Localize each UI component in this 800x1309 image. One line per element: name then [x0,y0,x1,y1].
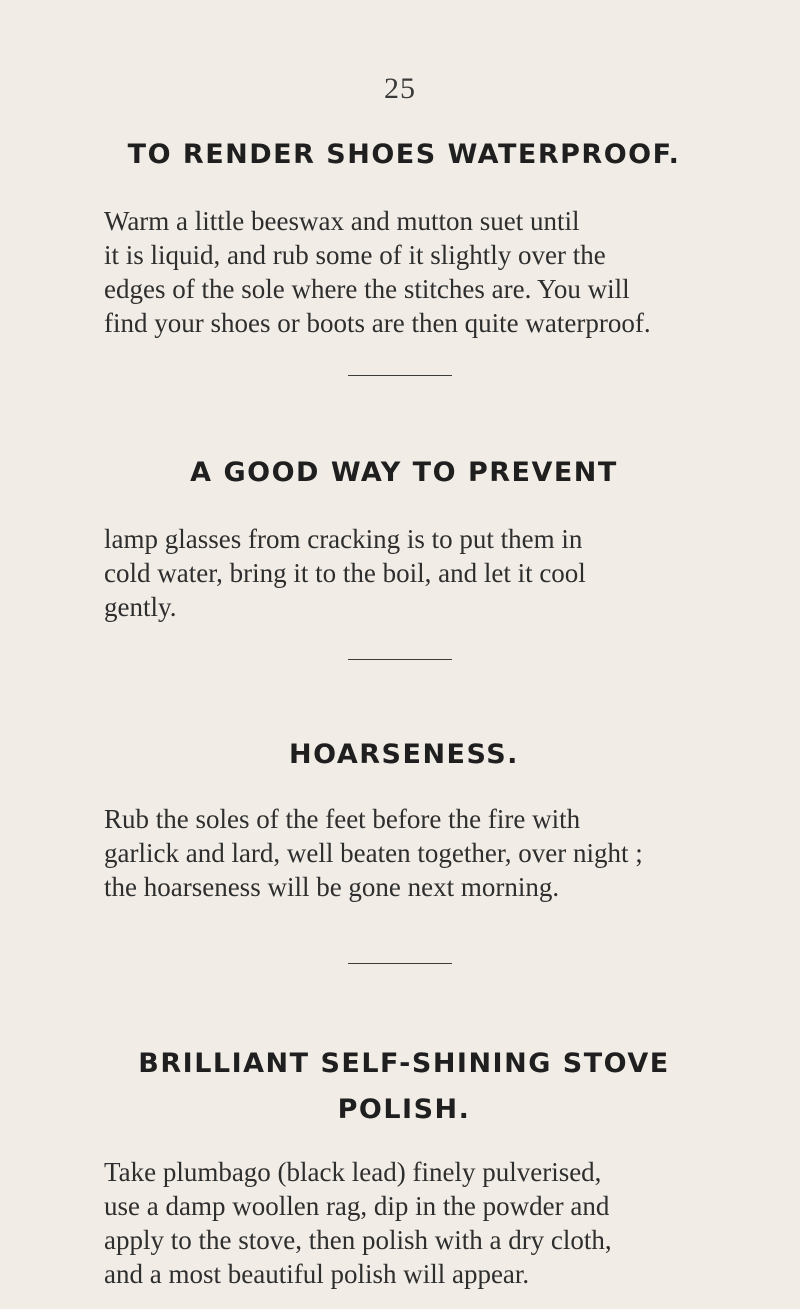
heading-line: BRILLIANT SELF-SHINING STOVE [138,1048,670,1079]
section-divider [348,659,452,660]
text-line: gently. [104,592,177,622]
text-line: garlick and lard, well beaten together, over night ; [104,838,643,868]
page-number: 25 [384,72,416,105]
heading-stove-polish [104,1045,704,1129]
text-line: edges of the sole where the stitches are. You will [104,274,630,304]
text-line: cold water, bring it to the boil, and let it cool [104,558,586,588]
text-line: Warm a little beeswax and mutton suet until [104,206,580,236]
text-line: apply to the stove, then polish with a dry cloth, [104,1225,612,1255]
heading-lamp-glasses: A GOOD WAY TO PREVENT [190,457,618,488]
section-stove-polish [104,1045,704,1291]
text-line: lamp glasses from cracking is to put them in [104,524,583,554]
text-line: the hoarseness will be gone next morning. [104,872,560,902]
section-lamp-glasses [104,454,704,624]
heading-line: POLISH. [337,1094,471,1125]
paragraph-stove-polish [104,1155,704,1291]
paragraph-shoes-waterproof [104,204,704,340]
heading-shoes-waterproof: TO RENDER SHOES WATERPROOF. [127,139,681,170]
paragraph-hoarseness [104,802,704,904]
text-line: it is liquid, and rub some of it slightly over the [104,240,606,270]
text-line: and a most beautiful polish will appear. [104,1259,530,1289]
paragraph-lamp-glasses [104,522,704,624]
text-line: Rub the soles of the feet before the fire with [104,804,581,834]
heading-hoarseness: HOARSENESS. [289,739,519,770]
section-hoarseness [104,736,704,904]
text-line: use a damp woollen rag, dip in the powder and [104,1191,610,1221]
text-line: find your shoes or boots are then quite waterproof. [104,308,651,338]
text-line: Take plumbago (black lead) finely pulverised, [104,1157,602,1187]
section-shoes-waterproof [104,136,704,340]
section-divider [348,375,452,376]
section-divider [348,963,452,964]
